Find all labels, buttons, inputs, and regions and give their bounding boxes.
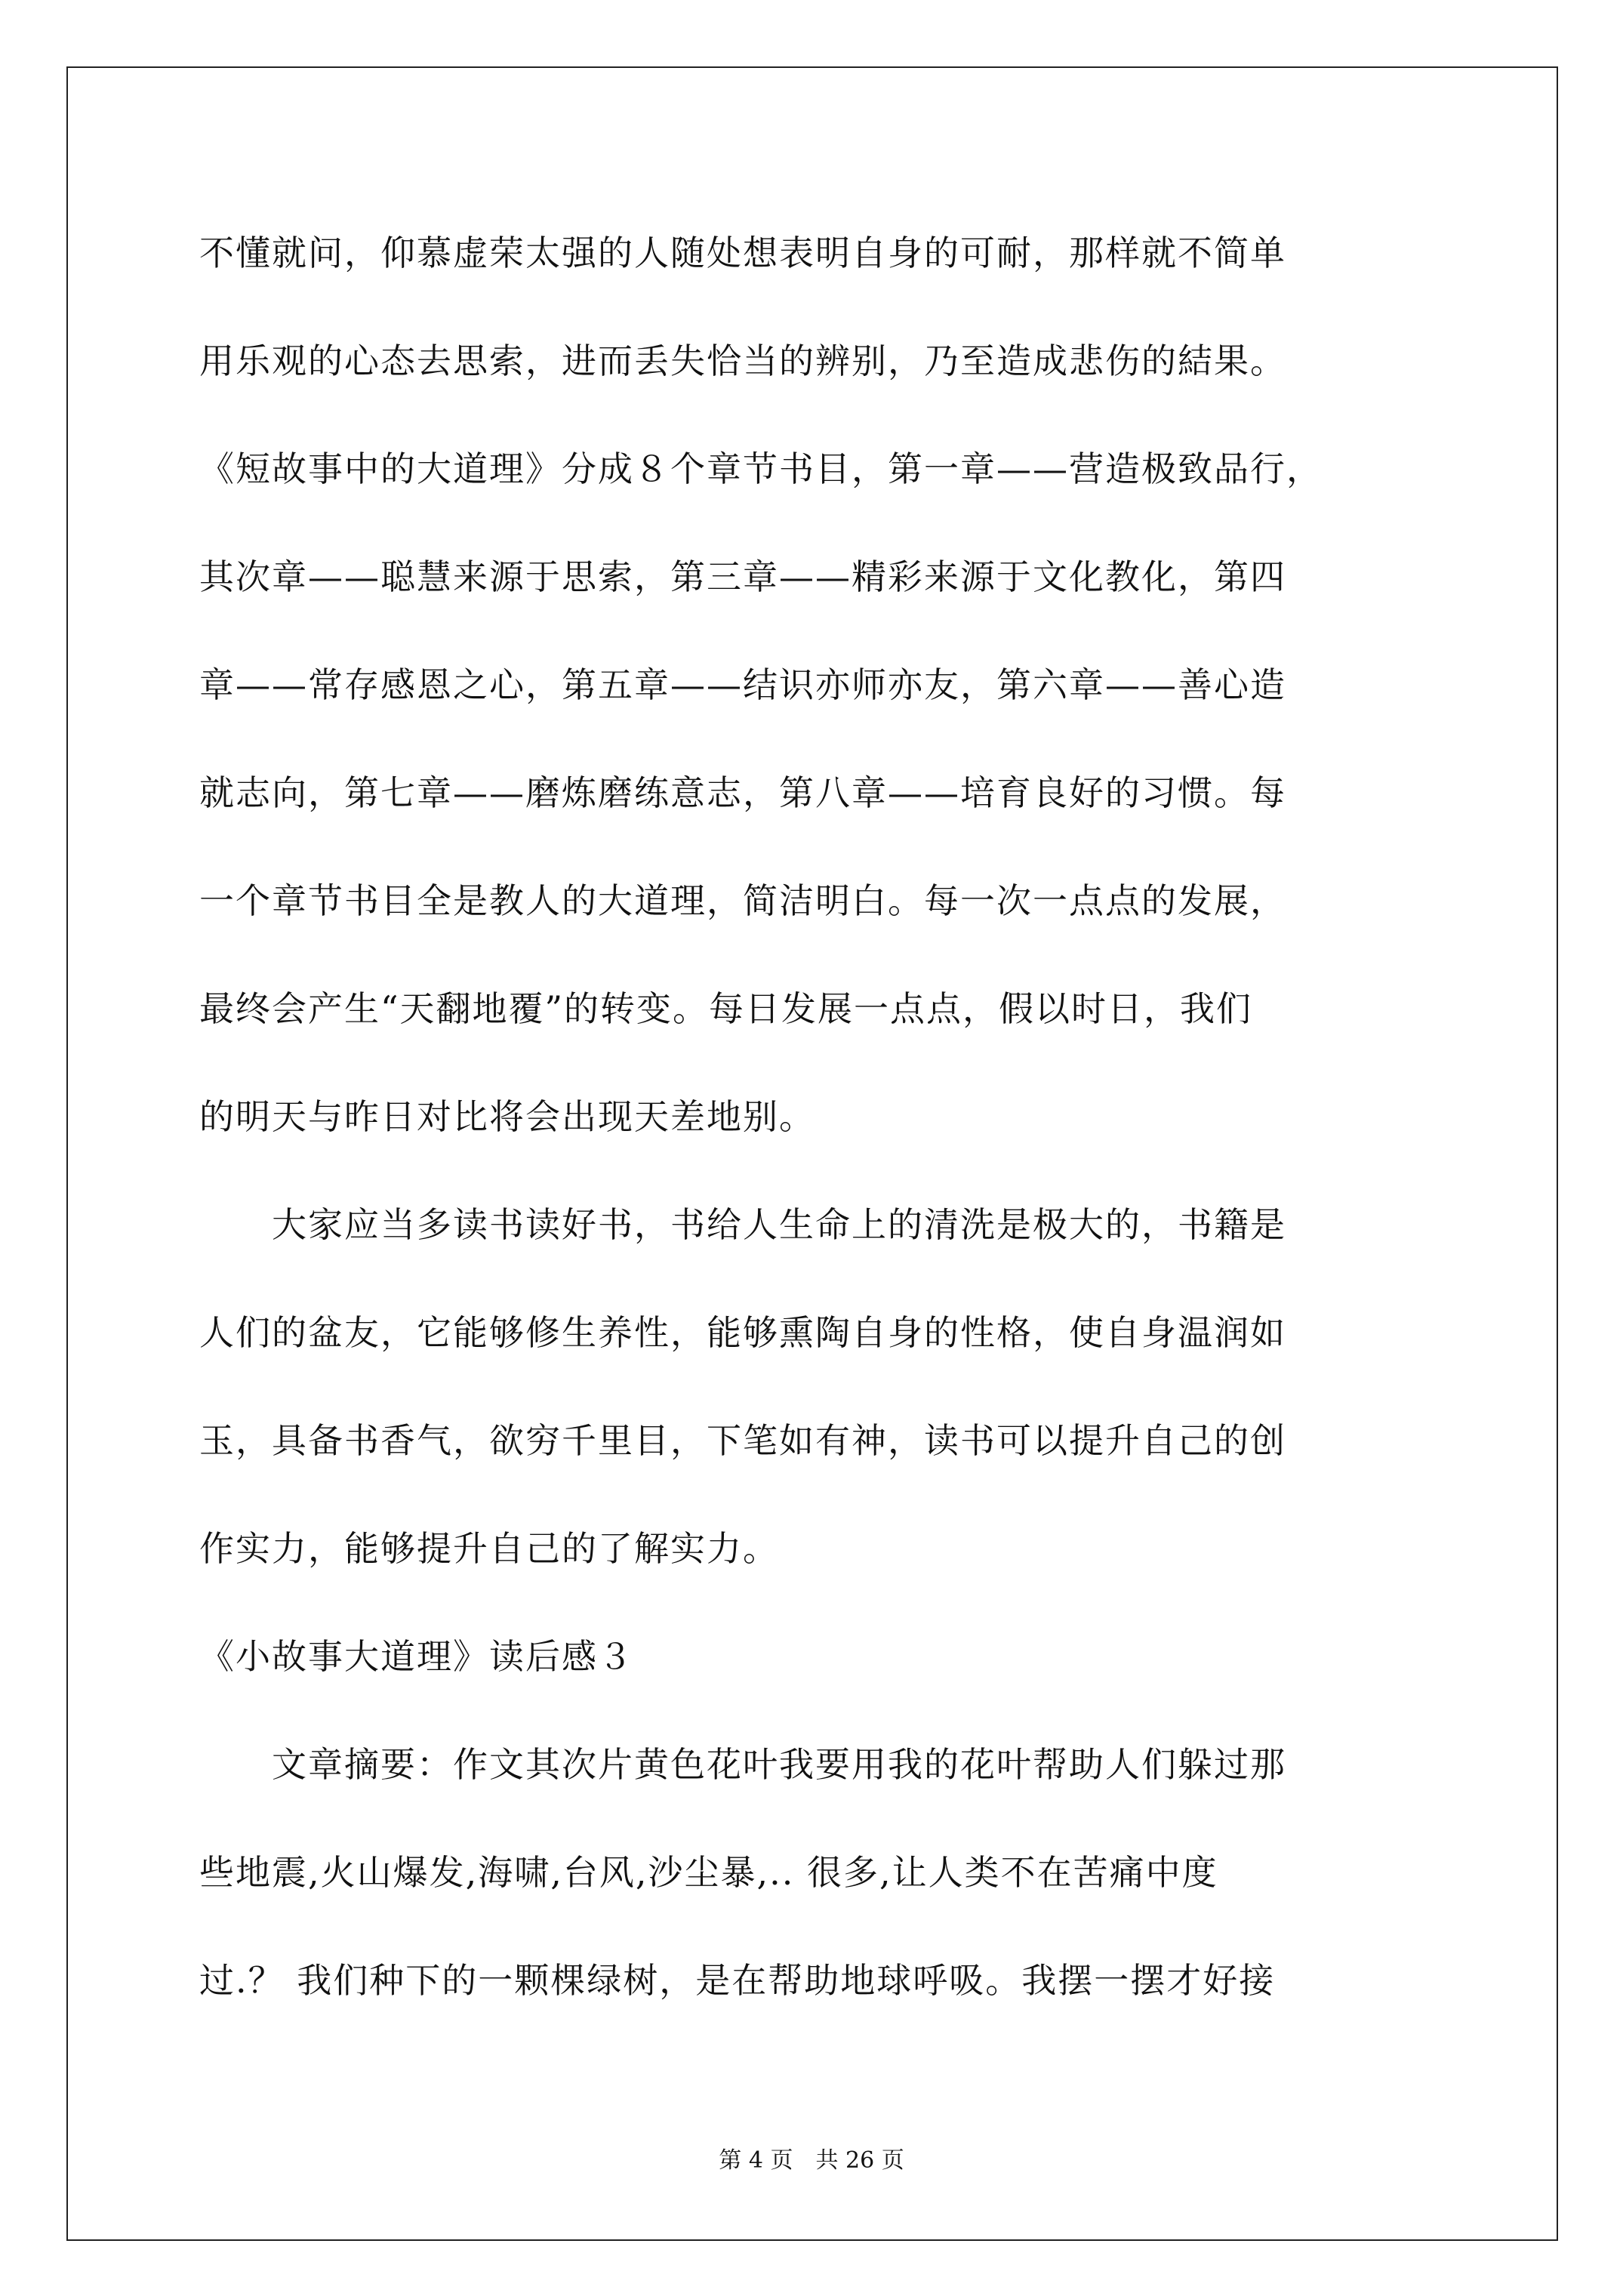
section-heading: 《小故事大道理》读后感３ xyxy=(199,1636,634,1677)
page-number: 第 4 页 共 26 页 xyxy=(719,2147,904,2174)
text-line: 人们的盆友，它能够修生养性，能够熏陶自身的性格，使自身温润如 xyxy=(199,1312,1286,1353)
text-line: 《短故事中的大道理》分成８个章节书目，第一章——营造极致品行， xyxy=(199,448,1323,489)
text-line: 章——常存感恩之心，第五章——结识亦师亦友，第六章——善心造 xyxy=(199,664,1286,705)
text-line: 作实力，能够提升自己的了解实力。 xyxy=(199,1528,779,1569)
text-line: 文章摘要：作文其次片黄色花叶我要用我的花叶帮助人们躲过那 xyxy=(199,1744,1286,1785)
text-line: 一个章节书目全是教人的大道理，简洁明白。每一次一点点的发展， xyxy=(199,880,1286,921)
text-line: 的明天与昨日对比将会出现天差地别。 xyxy=(199,1096,815,1137)
text-line: 玉，具备书香气，欲穷千里目，下笔如有神，读书可以提升自己的创 xyxy=(199,1420,1286,1461)
text-line: 就志向，第七章——磨炼磨练意志，第八章——培育良好的习惯。每 xyxy=(199,772,1286,813)
text-line: 不懂就问，仰慕虚荣太强的人随处想表明自身的可耐，那样就不简单 xyxy=(199,233,1286,273)
text-line: 最终会产生“天翻地覆”的转变。每日发展一点点，假以时日，我们 xyxy=(199,988,1253,1029)
text-line: 过.？ 我们种下的一颗棵绿树，是在帮助地球呼吸。我摆一摆才好接 xyxy=(199,1960,1276,2001)
page-border xyxy=(66,66,1558,2241)
text-line: 大家应当多读书读好书，书给人生命上的清洗是极大的，书籍是 xyxy=(199,1204,1286,1245)
text-line: 其次章——聪慧来源于思索，第三章——精彩来源于文化教化，第四 xyxy=(199,556,1286,597)
text-line: 些地震,火山爆发,海啸,台风,沙尘暴,.. 很多,让人类不在苦痛中度 xyxy=(199,1852,1218,1893)
text-line: 用乐观的心态去思索，进而丢失恰当的辨别，乃至造成悲伤的結果。 xyxy=(199,341,1286,381)
